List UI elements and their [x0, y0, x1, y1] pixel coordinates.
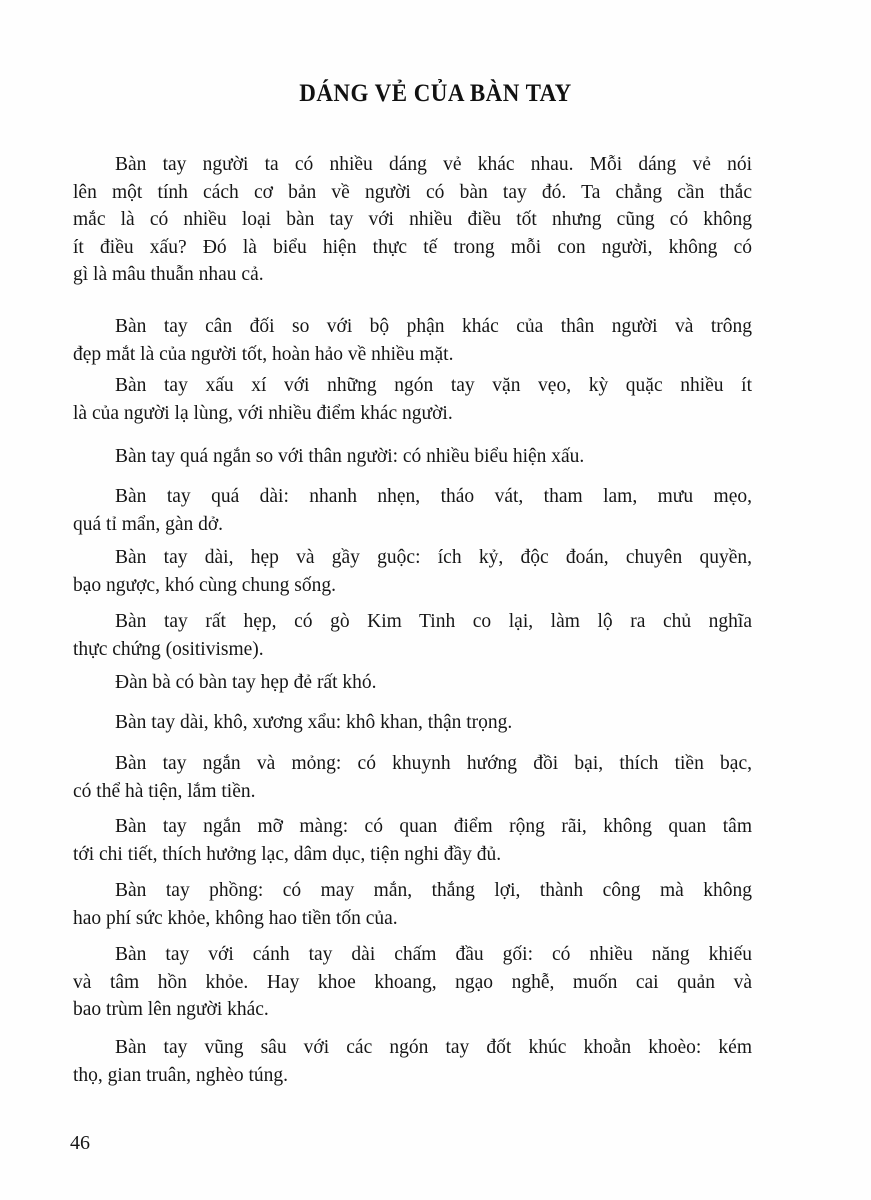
- text-line: có thể hà tiện, lắm tiền.: [73, 780, 256, 802]
- text-line: ít điều xấu? Đó là biểu hiện thực tế trong mỗi con người, không có: [73, 236, 752, 258]
- text-line: Bàn tay dài, hẹp và gầy guộc: ích kỷ, độc đoán, chuyên quyền,: [115, 547, 752, 568]
- text-line: tới chi tiết, thích hưởng lạc, dâm dục, tiện nghi đầy đủ.: [73, 843, 502, 865]
- text-line: Bàn tay xấu xí với những ngón tay vặn vẹo, kỳ quặc nhiều ít: [115, 375, 752, 396]
- page-number: 46: [70, 1132, 90, 1154]
- text-line: bao trùm lên người khác.: [73, 999, 269, 1020]
- text-line: Bàn tay quá dài: nhanh nhẹn, tháo vát, tham lam, mưu mẹo,: [115, 486, 752, 507]
- text-line: Bàn tay dài, khô, xương xẩu: khô khan, thận trọng.: [115, 712, 513, 733]
- text-line: Bàn tay quá ngắn so với thân người: có nhiều biểu hiện xấu.: [115, 446, 585, 467]
- text-line: Bàn tay cân đối so với bộ phận khác của thân người và trông: [115, 316, 752, 337]
- text-line: quá tỉ mẩn, gàn dở.: [73, 513, 224, 535]
- text-line: gì là mâu thuẫn nhau cả.: [73, 264, 264, 285]
- text-line: bạo ngược, khó cùng chung sống.: [73, 574, 336, 596]
- text-line: thọ, gian truân, nghèo túng.: [73, 1064, 289, 1086]
- text-line: đẹp mắt là của người tốt, hoàn hảo về nhiều mặt.: [73, 343, 454, 365]
- text-line: Bàn tay với cánh tay dài chấm đầu gối: có nhiều năng khiếu: [115, 944, 752, 965]
- text-line: Bàn tay vũng sâu với các ngón tay đốt khúc khoằn khoèo: kém: [115, 1037, 752, 1058]
- text-line: hao phí sức khỏe, không hao tiền tốn của.: [73, 907, 398, 929]
- text-line: lên một tính cách cơ bản về người có bàn tay đó. Ta chẳng cần thắc: [73, 181, 752, 203]
- text-line: là của người lạ lùng, với nhiều điểm khác người.: [73, 402, 453, 424]
- text-line: Bàn tay ngắn mỡ màng: có quan điểm rộng rãi, không quan tâm: [115, 816, 752, 837]
- text-line: và tâm hồn khỏe. Hay khoe khoang, ngạo nghễ, muốn cai quản và: [73, 971, 752, 993]
- text-line: thực chứng (ositivisme).: [73, 638, 264, 660]
- text-line: Bàn tay ngắn và mỏng: có khuynh hướng đồi bại, thích tiền bạc,: [115, 753, 752, 774]
- text-line: Bàn tay phồng: có may mắn, thắng lợi, thành công mà không: [115, 880, 752, 901]
- text-line: Bàn tay người ta có nhiều dáng vẻ khác nhau. Mỗi dáng vẻ nói: [115, 154, 752, 175]
- text-line: mắc là có nhiều loại bàn tay với nhiều điều tốt nhưng cũng có không: [73, 209, 752, 230]
- text-line: Đàn bà có bàn tay hẹp đẻ rất khó.: [115, 672, 377, 693]
- text-line: Bàn tay rất hẹp, có gò Kim Tinh co lại, làm lộ ra chủ nghĩa: [115, 611, 752, 632]
- page-title: DÁNG VẺ CỦA BÀN TAY: [299, 80, 572, 107]
